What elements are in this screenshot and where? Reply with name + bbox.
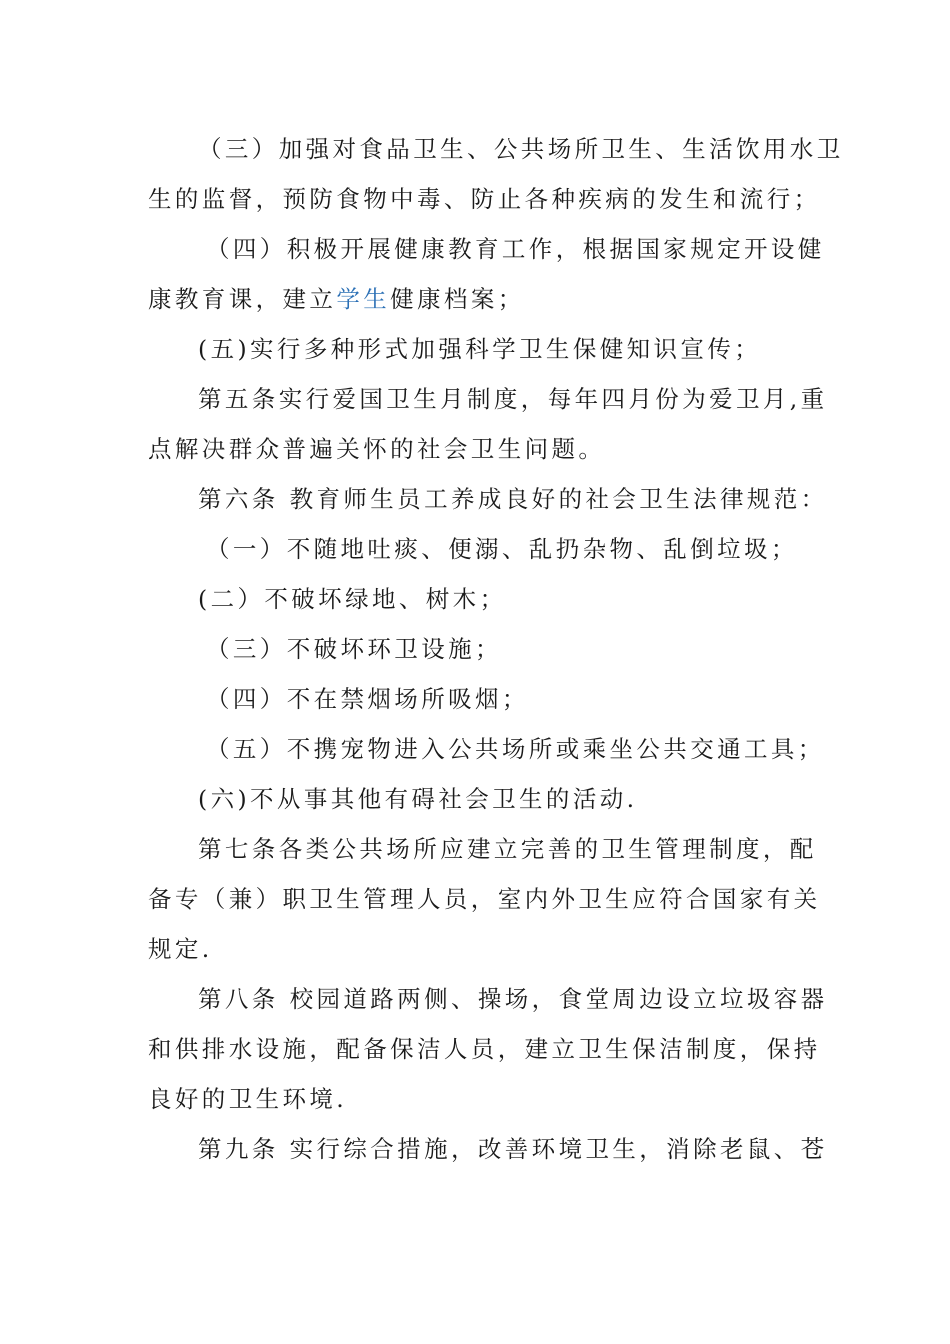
article-8-line-1: 第八条 校园道路两侧、操场，食堂周边设立垃圾容器 <box>198 985 828 1013</box>
para-4-line-2 <box>148 284 525 314</box>
para-3-line-2: 生的监督，预防食物中毒、防止各种疾病的发生和流行； <box>148 185 821 213</box>
article-6-line-1: 第六条 教育师生员工养成良好的社会卫生法律规范： <box>198 485 828 513</box>
article-7-line-3: 规定. <box>148 935 213 963</box>
article-5-line-1: 第五条实行爱国卫生月制度，每年四月份为爱卫月,重 <box>198 385 828 413</box>
item-6: (六)不从事其他有碍社会卫生的活动. <box>198 785 638 813</box>
article-8-line-2: 和供排水设施，配备保洁人员，建立卫生保洁制度，保持 <box>148 1035 821 1063</box>
para-3-line-1: （三）加强对食品卫生、公共场所卫生、生活饮用水卫 <box>198 135 844 163</box>
article-7-line-2: 备专（兼）职卫生管理人员，室内外卫生应符合国家有关 <box>148 885 821 913</box>
item-3: （三）不破坏环卫设施； <box>206 635 502 663</box>
para-4-text-a: 康教育课，建立 <box>148 285 337 313</box>
article-8-line-3: 良好的卫生环境. <box>148 1085 348 1113</box>
para-4-text-b: 健康档案； <box>390 285 525 313</box>
item-5: （五）不携宠物进入公共场所或乘坐公共交通工具； <box>206 735 825 763</box>
item-1: （一）不随地吐痰、便溺、乱扔杂物、乱倒垃圾； <box>206 535 798 563</box>
students-link[interactable]: 学生 <box>336 285 391 313</box>
para-5-line-1: (五)实行多种形式加强科学卫生保健知识宣传； <box>198 335 762 363</box>
item-2: (二）不破坏绿地、树木； <box>198 585 507 613</box>
item-4: （四）不在禁烟场所吸烟； <box>206 685 529 713</box>
article-9-line-1: 第九条 实行综合措施，改善环境卫生，消除老鼠、苍 <box>198 1135 828 1163</box>
article-5-line-2: 点解决群众普遍关怀的社会卫生问题。 <box>148 435 606 463</box>
article-7-line-1: 第七条各类公共场所应建立完善的卫生管理制度，配 <box>198 835 817 863</box>
para-4-line-1: （四）积极开展健康教育工作，根据国家规定开设健 <box>206 235 825 263</box>
